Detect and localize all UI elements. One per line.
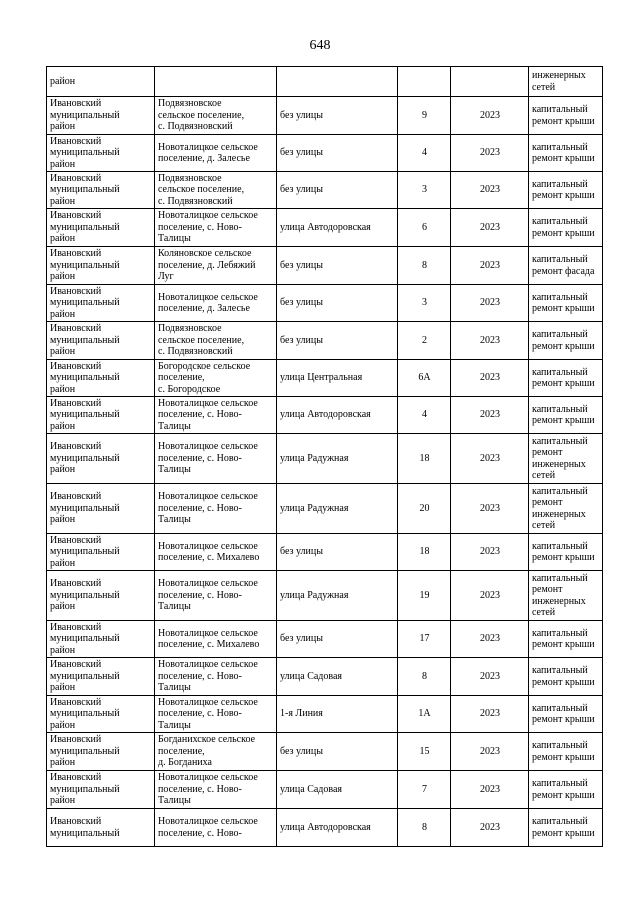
cell-year <box>451 67 529 97</box>
cell-district: Ивановский муниципальный район <box>47 360 155 397</box>
cell-work: капитальный ремонт крыши <box>529 733 603 771</box>
cell-settlement: Новоталицкое сельское поселение, с. Ново- Талицы <box>155 397 277 434</box>
table-body <box>47 67 603 847</box>
cell-year: 2023 <box>451 209 529 247</box>
cell-house: 19 <box>398 571 451 621</box>
cell-house: 20 <box>398 484 451 534</box>
cell-year: 2023 <box>451 658 529 696</box>
cell-district: Ивановский муниципальный район <box>47 733 155 771</box>
table-row <box>47 360 603 397</box>
table-row <box>47 658 603 696</box>
cell-work: капитальный ремонт крыши <box>529 397 603 434</box>
cell-settlement: Богданихское сельское поселение, д. Богданиха <box>155 733 277 771</box>
cell-house: 8 <box>398 658 451 696</box>
cell-settlement: Богородское сельское поселение, с. Богородское <box>155 360 277 397</box>
cell-settlement: Новоталицкое сельское поселение, д. Залесье <box>155 135 277 172</box>
cell-work: капитальный ремонт крыши <box>529 135 603 172</box>
cell-settlement: Новоталицкое сельское поселение, с. Ново- Талицы <box>155 658 277 696</box>
cell-district: Ивановский муниципальный район <box>47 771 155 809</box>
table-row <box>47 534 603 571</box>
cell-settlement: Подвязновское сельское поселение, с. Подвязновский <box>155 172 277 209</box>
cell-work: капитальный ремонт крыши <box>529 621 603 658</box>
table-row <box>47 397 603 434</box>
cell-work: капитальный ремонт крыши <box>529 322 603 360</box>
cell-district: Ивановский муниципальный район <box>47 97 155 135</box>
cell-house: 6А <box>398 360 451 397</box>
cell-work: капитальный ремонт крыши <box>529 696 603 733</box>
cell-settlement: Новоталицкое сельское поселение, с. Ново- Талицы <box>155 571 277 621</box>
cell-district: Ивановский муниципальный район <box>47 534 155 571</box>
cell-district: район <box>47 67 155 97</box>
cell-district: Ивановский муниципальный район <box>47 484 155 534</box>
cell-settlement: Подвязновское сельское поселение, с. Подвязновский <box>155 322 277 360</box>
cell-settlement: Подвязновское сельское поселение, с. Подвязновский <box>155 97 277 135</box>
cell-street: улица Автодоровская <box>277 209 398 247</box>
cell-settlement <box>155 67 277 97</box>
cell-year: 2023 <box>451 809 529 847</box>
cell-work: капитальный ремонт крыши <box>529 172 603 209</box>
table-row <box>47 696 603 733</box>
cell-house: 2 <box>398 322 451 360</box>
cell-settlement: Новоталицкое сельское поселение, с. Ново- Талицы <box>155 771 277 809</box>
cell-year: 2023 <box>451 360 529 397</box>
table-row <box>47 434 603 484</box>
cell-work: инженерных сетей <box>529 67 603 97</box>
table-row <box>47 135 603 172</box>
cell-street: улица Автодоровская <box>277 809 398 847</box>
cell-house: 8 <box>398 247 451 285</box>
cell-district: Ивановский муниципальный район <box>47 434 155 484</box>
cell-street: 1-я Линия <box>277 696 398 733</box>
cell-district: Ивановский муниципальный район <box>47 135 155 172</box>
cell-work: капитальный ремонт крыши <box>529 534 603 571</box>
cell-street: улица Радужная <box>277 434 398 484</box>
cell-settlement: Новоталицкое сельское поселение, с. Ново- <box>155 809 277 847</box>
cell-settlement: Коляновское сельское поселение, д. Лебяжий Луг <box>155 247 277 285</box>
cell-street: улица Автодоровская <box>277 397 398 434</box>
cell-district: Ивановский муниципальный район <box>47 658 155 696</box>
cell-street: улица Садовая <box>277 658 398 696</box>
table-row <box>47 484 603 534</box>
table-row <box>47 322 603 360</box>
cell-year: 2023 <box>451 571 529 621</box>
cell-work: капитальный ремонт крыши <box>529 360 603 397</box>
table-row <box>47 571 603 621</box>
cell-street: без улицы <box>277 534 398 571</box>
cell-district: Ивановский муниципальный район <box>47 172 155 209</box>
table-row <box>47 771 603 809</box>
cell-house: 8 <box>398 809 451 847</box>
cell-year: 2023 <box>451 621 529 658</box>
cell-district: Ивановский муниципальный <box>47 809 155 847</box>
cell-house: 4 <box>398 135 451 172</box>
table-row <box>47 247 603 285</box>
cell-settlement: Новоталицкое сельское поселение, с. Ново- Талицы <box>155 434 277 484</box>
cell-year: 2023 <box>451 247 529 285</box>
table-row <box>47 733 603 771</box>
table-row <box>47 285 603 322</box>
cell-work: капитальный ремонт крыши <box>529 285 603 322</box>
cell-settlement: Новоталицкое сельское поселение, с. Михалево <box>155 621 277 658</box>
cell-year: 2023 <box>451 771 529 809</box>
table-row <box>47 809 603 847</box>
cell-house: 18 <box>398 434 451 484</box>
cell-street: без улицы <box>277 733 398 771</box>
cell-street: без улицы <box>277 285 398 322</box>
cell-street: без улицы <box>277 621 398 658</box>
cell-work: капитальный ремонт крыши <box>529 97 603 135</box>
cell-street: улица Центральная <box>277 360 398 397</box>
cell-settlement: Новоталицкое сельское поселение, с. Ново- Талицы <box>155 484 277 534</box>
cell-work: капитальный ремонт крыши <box>529 771 603 809</box>
cell-year: 2023 <box>451 172 529 209</box>
cell-work: капитальный ремонт инженерных сетей <box>529 571 603 621</box>
cell-work: капитальный ремонт фасада <box>529 247 603 285</box>
cell-street: без улицы <box>277 97 398 135</box>
cell-work: капитальный ремонт крыши <box>529 209 603 247</box>
cell-street: улица Садовая <box>277 771 398 809</box>
cell-house: 9 <box>398 97 451 135</box>
table-row <box>47 97 603 135</box>
cell-house: 4 <box>398 397 451 434</box>
cell-street: улица Радужная <box>277 571 398 621</box>
cell-house: 7 <box>398 771 451 809</box>
cell-district: Ивановский муниципальный район <box>47 696 155 733</box>
cell-district: Ивановский муниципальный район <box>47 247 155 285</box>
cell-street: без улицы <box>277 247 398 285</box>
cell-year: 2023 <box>451 135 529 172</box>
cell-settlement: Новоталицкое сельское поселение, с. Ново- Талицы <box>155 209 277 247</box>
repair-registry-table <box>46 66 603 847</box>
cell-house: 17 <box>398 621 451 658</box>
cell-district: Ивановский муниципальный район <box>47 322 155 360</box>
cell-year: 2023 <box>451 733 529 771</box>
cell-settlement: Новоталицкое сельское поселение, д. Залесье <box>155 285 277 322</box>
cell-house: 6 <box>398 209 451 247</box>
cell-year: 2023 <box>451 285 529 322</box>
cell-year: 2023 <box>451 322 529 360</box>
cell-year: 2023 <box>451 397 529 434</box>
cell-year: 2023 <box>451 534 529 571</box>
cell-settlement: Новоталицкое сельское поселение, с. Ново- Талицы <box>155 696 277 733</box>
table-row <box>47 209 603 247</box>
cell-district: Ивановский муниципальный район <box>47 209 155 247</box>
cell-house: 1А <box>398 696 451 733</box>
cell-year: 2023 <box>451 484 529 534</box>
cell-house <box>398 67 451 97</box>
table-row <box>47 67 603 97</box>
cell-district: Ивановский муниципальный район <box>47 571 155 621</box>
cell-house: 15 <box>398 733 451 771</box>
page-number: 648 <box>309 38 331 53</box>
cell-district: Ивановский муниципальный район <box>47 621 155 658</box>
table-row <box>47 172 603 209</box>
cell-work: капитальный ремонт инженерных сетей <box>529 434 603 484</box>
cell-year: 2023 <box>451 696 529 733</box>
cell-street: без улицы <box>277 135 398 172</box>
cell-district: Ивановский муниципальный район <box>47 397 155 434</box>
cell-house: 3 <box>398 285 451 322</box>
cell-work: капитальный ремонт крыши <box>529 658 603 696</box>
cell-work: капитальный ремонт крыши <box>529 809 603 847</box>
cell-settlement: Новоталицкое сельское поселение, с. Михалево <box>155 534 277 571</box>
cell-year: 2023 <box>451 434 529 484</box>
cell-work: капитальный ремонт инженерных сетей <box>529 484 603 534</box>
table-row <box>47 621 603 658</box>
cell-street: без улицы <box>277 322 398 360</box>
cell-district: Ивановский муниципальный район <box>47 285 155 322</box>
cell-street <box>277 67 398 97</box>
cell-house: 3 <box>398 172 451 209</box>
cell-street: без улицы <box>277 172 398 209</box>
cell-year: 2023 <box>451 97 529 135</box>
cell-street: улица Радужная <box>277 484 398 534</box>
cell-house: 18 <box>398 534 451 571</box>
